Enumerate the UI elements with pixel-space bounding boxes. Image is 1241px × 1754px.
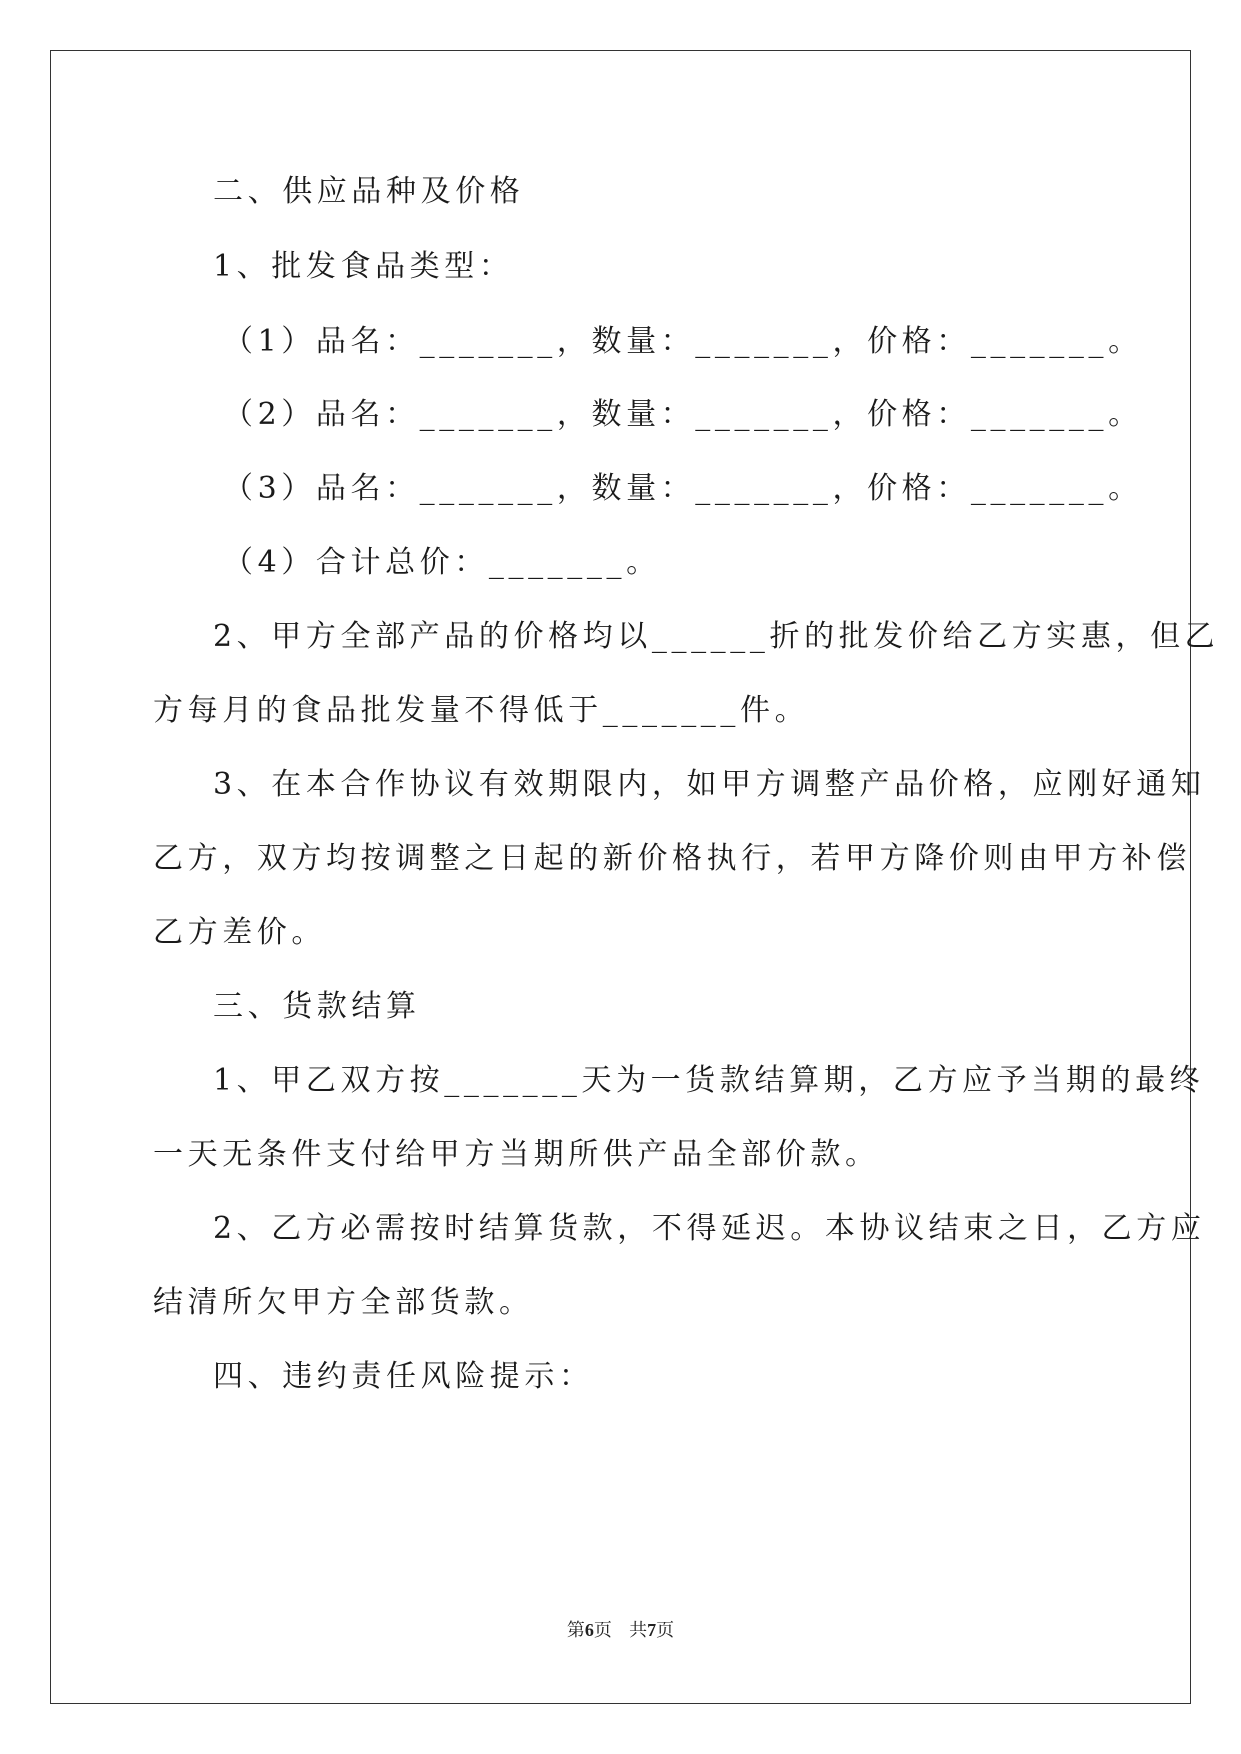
page-footer xyxy=(0,1619,1241,1642)
footer-total-prefix: 共 xyxy=(629,1620,648,1641)
item-line-4: （4）合计总价：_______。 xyxy=(223,545,661,580)
paragraph-line: 3、在本合作协议有效期限内，如甲方调整产品价格，应刚好通知 xyxy=(213,767,1206,802)
paragraph-line: 1、甲乙双方按_______天为一货款结算期，乙方应予当期的最终 xyxy=(213,1063,1205,1098)
item-line-3: （3）品名：_______，数量：_______，价格：_______。 xyxy=(223,471,1143,506)
paragraph-line: 1、批发食品类型： xyxy=(213,249,514,284)
paragraph-line: 乙方差价。 xyxy=(153,915,326,950)
paragraph-line: 一天无条件支付给甲方当期所供产品全部价款。 xyxy=(153,1137,880,1172)
section-heading-3: 三、货款结算 xyxy=(213,989,421,1024)
section-heading-4: 四、违约责任风险提示： xyxy=(213,1359,594,1394)
footer-total-suffix: 页 xyxy=(656,1620,675,1641)
footer-page-suffix: 页 xyxy=(593,1620,612,1641)
footer-total-pages: 7 xyxy=(647,1620,657,1640)
footer-prefix: 第 xyxy=(566,1620,585,1641)
item-line-1: （1）品名：_______，数量：_______，价格：_______。 xyxy=(223,324,1143,359)
paragraph-line: 2、甲方全部产品的价格均以______折的批发价给乙方实惠，但乙 xyxy=(213,619,1220,654)
footer-page-number: 6 xyxy=(584,1620,594,1640)
paragraph-line: 结清所欠甲方全部货款。 xyxy=(153,1285,534,1320)
paragraph-line: 方每月的食品批发量不得低于_______件。 xyxy=(153,693,810,728)
section-heading-2: 二、供应品种及价格 xyxy=(213,174,525,209)
item-line-2: （2）品名：_______，数量：_______，价格：_______。 xyxy=(223,397,1143,432)
paragraph-line: 2、乙方必需按时结算货款，不得延迟。本协议结束之日，乙方应 xyxy=(213,1211,1206,1246)
paragraph-line: 乙方，双方均按调整之日起的新价格执行，若甲方降价则由甲方补偿 xyxy=(153,841,1191,876)
